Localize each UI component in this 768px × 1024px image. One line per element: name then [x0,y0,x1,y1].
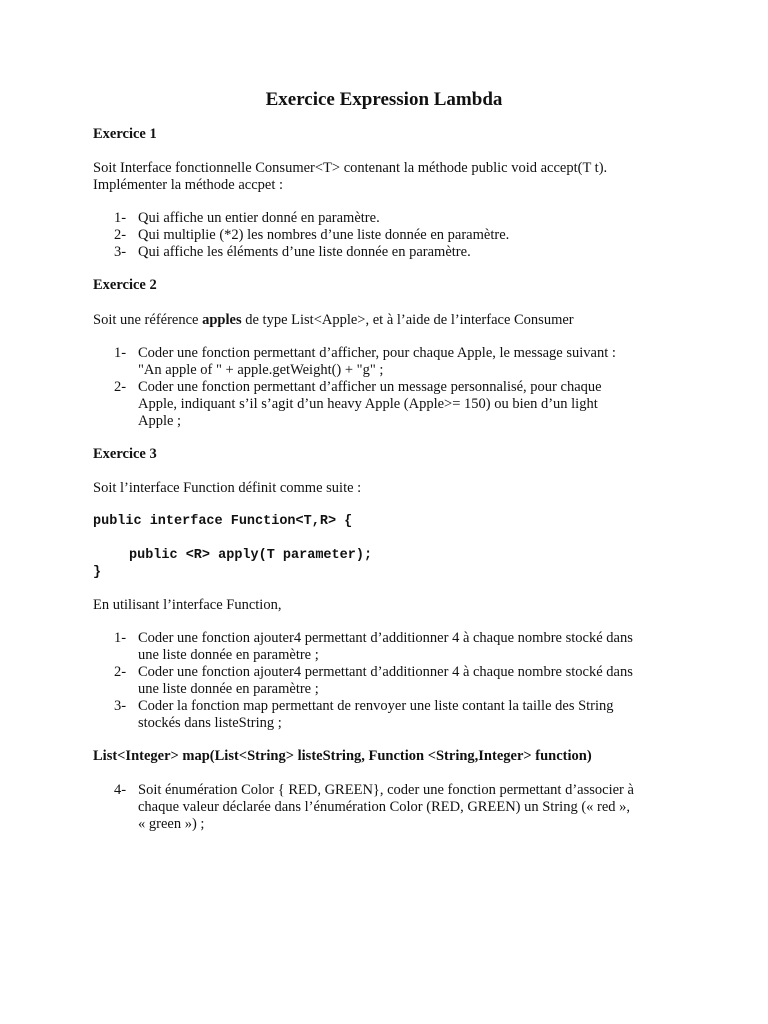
code-line-3: } [93,565,102,580]
ex3-item-3-line2: stockés dans listeString ; [138,715,282,731]
ex3-using: En utilisant l’interface Function, [93,597,282,613]
ex3-item-1-line2: une liste donnée en paramètre ; [138,647,319,663]
ex2-item-1-number: 1- [114,345,127,361]
ex1-item-3-text: Qui affiche les éléments d’une liste donnée en paramètre. [138,244,471,260]
ex1-item-2-text: Qui multiplie (*2) les nombres d’une liste donnée en paramètre. [138,227,510,243]
ex2-item-1-line1: Coder une fonction permettant d’afficher, pour chaque Apple, le message suivant : [138,345,616,361]
ex2-intro [93,312,574,329]
ex3-item-2-number: 2- [114,664,127,680]
ex1-item-1-text: Qui affiche un entier donné en paramètre. [138,210,380,226]
ex1-heading: Exercice 1 [93,126,157,142]
ex2-item-2-line1: Coder une fonction permettant d’afficher un message personnalisé, pour chaque [138,379,602,395]
ex3-heading: Exercice 3 [93,446,157,462]
code-line-1: public interface Function<T,R> { [93,514,353,529]
ex3-item-3-number: 3- [114,698,127,714]
ex1-intro-line2: Implémenter la méthode accpet : [93,177,284,193]
ex3-item-1-line1: Coder une fonction ajouter4 permettant d’additionner 4 à chaque nombre stocké dans [138,630,633,646]
ex1-item-2-number: 2- [114,227,127,243]
ex2-intro-post: de type List<Apple>, et à l’aide de l’interface Consumer [241,312,574,328]
ex2-intro-pre: Soit une référence [93,312,203,328]
ex2-item-1-line2: "An apple of " + apple.getWeight() + "g" ; [138,362,384,378]
ex1-item-3-number: 3- [114,244,127,260]
ex3-item-4-line1: Soit énumération Color { RED, GREEN}, coder une fonction permettant d’associer à [138,782,634,798]
ex3-item-2-line1: Coder une fonction ajouter4 permettant d’additionner 4 à chaque nombre stocké dans [138,664,633,680]
ex3-intro: Soit l’interface Function définit comme suite : [93,480,362,496]
ex3-item-2-line2: une liste donnée en paramètre ; [138,681,319,697]
code-line-2: public <R> apply(T parameter); [129,548,373,563]
ex1-item-1-number: 1- [114,210,127,226]
ex3-item-4-number: 4- [114,782,127,798]
ex1-intro-line1: Soit Interface fonctionnelle Consumer<T> contenant la méthode public void accept(T t). [93,160,608,176]
ex3-item-4-line2: chaque valeur déclarée dans l’énumération Color (RED, GREEN) un String (« red », [138,799,631,815]
ex3-item-1-number: 1- [114,630,127,646]
ex3-item-4-line3: « green ») ; [138,816,205,832]
map-signature: List<Integer> map(List<String> listeString, Function <String,Integer> function) [93,748,592,764]
ex2-item-2-line3: Apple ; [138,413,182,429]
page-title: Exercice Expression Lambda [265,89,503,110]
ex2-intro-bold: apples [202,312,242,328]
ex2-item-2-number: 2- [114,379,127,395]
ex3-item-3-line1: Coder la fonction map permettant de renvoyer une liste contant la taille des String [138,698,614,714]
ex2-heading: Exercice 2 [93,277,157,293]
ex2-item-2-line2: Apple, indiquant s’il s’agit d’un heavy Apple (Apple>= 150) ou bien d’un light [138,396,598,412]
